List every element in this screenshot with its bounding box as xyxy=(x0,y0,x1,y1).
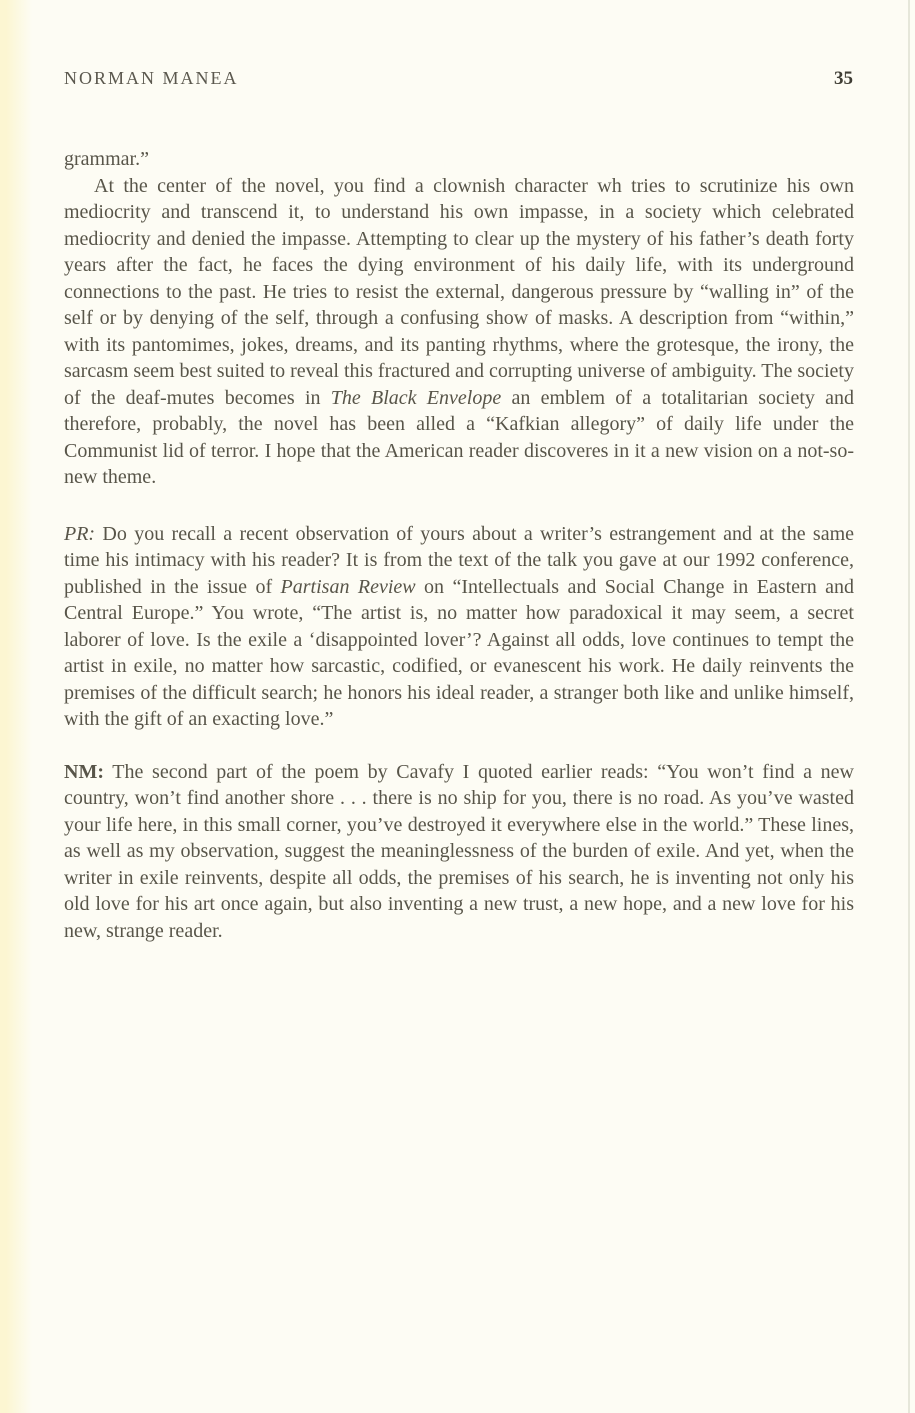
scan-edge-left xyxy=(0,0,34,1413)
page-number: 35 xyxy=(834,68,853,89)
text-segment: NM: xyxy=(64,760,104,783)
paragraph xyxy=(64,173,854,491)
running-header xyxy=(64,68,853,90)
text-segment: The Black Envelope xyxy=(330,386,502,409)
text-segment: Partisan Review xyxy=(280,575,416,598)
text-segment: Do you recall a recent observation of yours about a writer’s estrangement and at the same time his intimacy with his reader? It is from the text of the talk you gave at our 1992 conference, published in the issue of xyxy=(64,522,854,598)
text-segment: grammar.” xyxy=(64,148,149,170)
text-segment: an emblem of a totalitarian society and therefore, probably, the novel has been alled a “Kafkian allegory” of daily life under the Communist lid of terror. I hope that the American reader discoveres in it a new vision on a not-so-new theme. xyxy=(64,386,855,488)
paragraph xyxy=(64,146,854,173)
text-segment: The second part of the poem by Cavafy I quoted earlier reads: “You won’t find a new country, won’t find another shore . . . there is no ship for you, there is no road. As you’ve wasted your life here, in this small corner, you’ve destroyed it everywhere else in the world.” These lines, as well as my observation, suggest the meaninglessness of the burden of exile. And yet, when the writer in exile reinvents, despite all odds, the premises of his search, he is inventing not only his old love for his art once again, but also inventing a new trust, a new hope, and a new love for his new, strange reader. xyxy=(64,760,854,942)
running-header-author: NORMAN MANEA xyxy=(64,68,239,88)
paragraph xyxy=(64,521,854,733)
text-segment: on “Intellectuals and Social Change in Eastern and Central Europe.” You wrote, “The artist is, no matter how paradoxical it may seem, a secret laborer of love. Is the exile a ‘disappointed lover’? Against all odds, love continues to tempt the artist in exile, no matter how sarcastic, codified, or evanescent his work. He daily reinvents the premises of the difficult search; he honors his ideal reader, a stranger both like and unlike himself, with the gift of an exacting love.” xyxy=(64,575,854,730)
paragraph xyxy=(64,759,854,945)
scan-edge-right xyxy=(908,0,910,1413)
page-body xyxy=(64,146,854,944)
text-segment: PR: xyxy=(64,522,96,545)
text-segment: At the center of the novel, you find a clownish character wh tries to scrutinize his own mediocrity and transcend it, to understand his own impasse, in a society which celebrated mediocrity and denied the impasse. Attempting to clear up the mystery of his father’s death forty years after the fact, he faces the dying environment of his daily life, with its underground connections to the past. He tries to resist the external, dangerous pressure by “walling in” of the self or by denying of the self, through a confusing show of masks. A description from “within,” with its pantomimes, jokes, dreams, and its panting rhythms, where the grotesque, the irony, the sarcasm seem best suited to reveal this fractured and corrupting universe of ambiguity. The society of the deaf-mutes becomes in xyxy=(64,174,854,409)
